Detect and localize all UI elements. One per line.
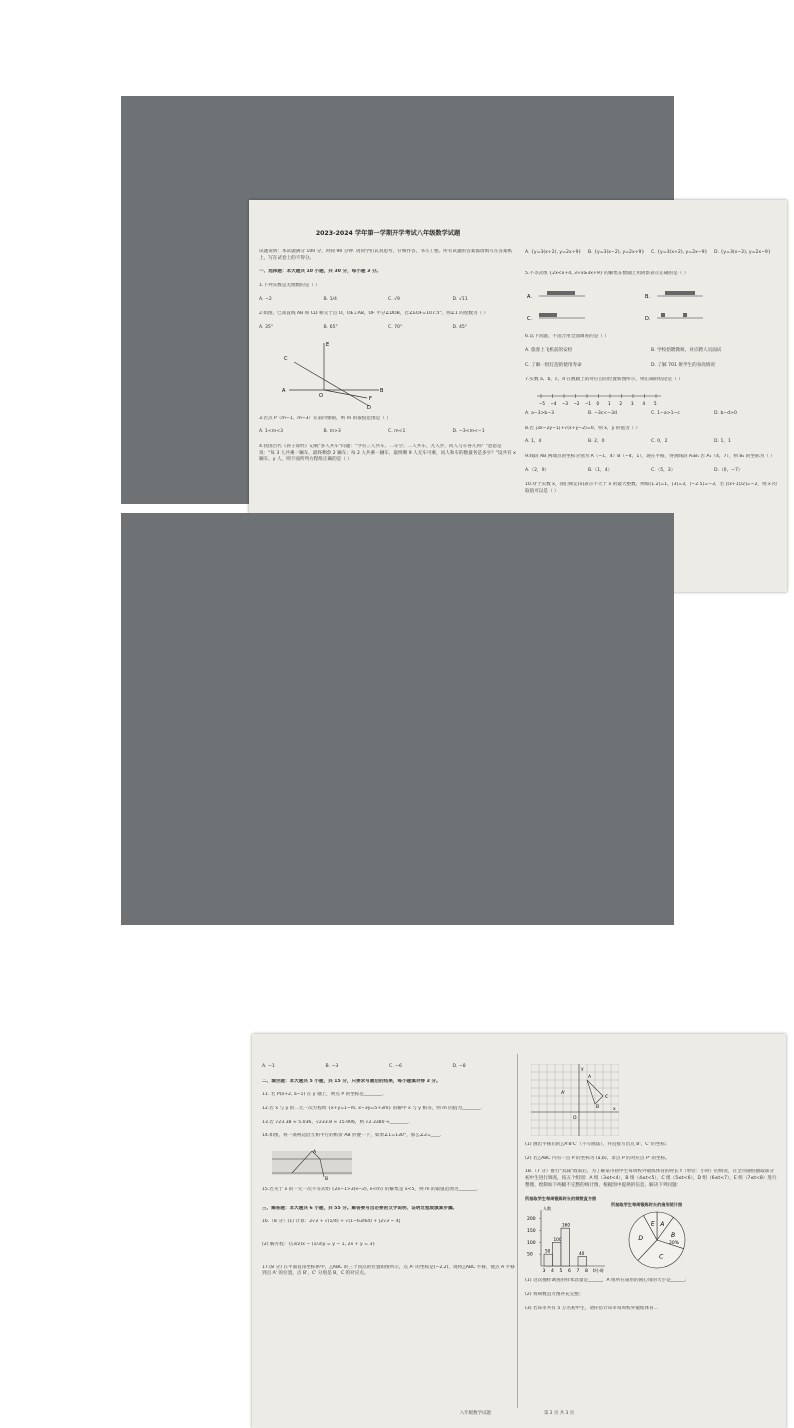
question-2-options (259, 325, 517, 332)
bar-y-tick-label: 100 (527, 1241, 536, 1247)
histogram-bar (561, 1228, 570, 1266)
q2-option-b: B. 65° (323, 324, 338, 330)
label-b: B (380, 387, 384, 394)
q7-option-a: A. a−3>b−3 (525, 410, 555, 416)
q8-option-d: D. 1，1 (714, 439, 731, 445)
pie-chart (625, 1208, 695, 1278)
question-17: 17.(8 分) 在平面直角坐标系中，△ABC 的三个顶点的位置如图所示，点 A' 的坐标是(−2,2)，现将△ABC 平移，使点 A 平移到点 A' 的位置，点 B'，C' 分别是 B，C 的对应点。 (262, 1264, 515, 1277)
q7-tick-label: −4 (550, 400, 557, 406)
bar-x-axis-label: t/小时 (593, 1268, 604, 1274)
q7-tick-label: 3 (631, 400, 634, 406)
q14-folded-tape-figure (272, 1147, 352, 1181)
q3-option-c: C. m<1 (388, 429, 406, 435)
q9-option-a: A.（2，9） (525, 467, 550, 473)
question-3: 3.若点 P（m−1，m−3）在第四象限，则 m 的取值范围是（ ） (259, 415, 391, 421)
question-14: 14.如图，将一条两边沿互相平行的纸带 AB 折叠一下，如果∠1=130°，那么∠2=____. (262, 1133, 442, 1139)
question-1: 1.下列实数是无理数的是（ ） (259, 282, 320, 288)
pie-chart-title: 所抽取学生每周锻炼时长的扇形统计图 (611, 1202, 683, 1208)
label-d: D (367, 404, 371, 410)
q7-tick-label: 5 (654, 400, 657, 406)
section-3-heading: 三、解答题：本大题共 6 小题，共 55 分。解答要写出必要的文字说明、证明过程或演算步骤。 (262, 1205, 458, 1211)
section-2-heading: 二、填空题：本大题共 5 小题，共 15 分，只要求写最后的结果，每小题填对得 3 分。 (262, 1078, 441, 1084)
pie-slice-percent: 20% (668, 1241, 679, 1247)
q2-intersecting-lines-figure (279, 340, 389, 410)
label-c: C (284, 355, 288, 362)
section-1-heading: 一、选择题：本大题共 10 小题，共 30 分，每小题 3 分。 (259, 269, 382, 275)
page2-footer-right: 第 2 页 共 3 页 (544, 1411, 575, 1416)
question-15: 15.若关于 x 的一元一次不等式组 {2x−1>3(x−2), x<m} 的解集是 x<5，则 m 的取值范围为________. (262, 1186, 479, 1192)
histogram-bar-label: 160 (562, 1222, 570, 1228)
q14-label-b: B (325, 1176, 329, 1181)
label-e: E (326, 341, 330, 348)
question-9-options (525, 468, 777, 475)
bar-x-tick-label: 6 (568, 1269, 571, 1275)
q10-option-c: C. −6 (389, 1064, 402, 1069)
q8-option-c: C. 0，2 (651, 439, 668, 445)
q4-option-c: C. {y=3(x+2), y=2x−9} (651, 250, 708, 255)
q7-tick-label: −3 (562, 400, 568, 406)
pie-slice-label: B (670, 1232, 676, 1240)
q8-option-b: B. 2，0 (588, 439, 605, 445)
q9-option-b: B.（1，4） (588, 467, 613, 473)
q10-option-d: D. −8 (452, 1064, 466, 1069)
bar-y-tick-label: 200 (527, 1217, 536, 1223)
q18-charts (525, 1196, 777, 1278)
q17-coordinate-grid (531, 1064, 619, 1136)
bar-x-tick-label: 4 (551, 1269, 554, 1275)
q1-option-c: C. √9 (388, 296, 400, 302)
q6-option-c: C. 了解一批灯泡的使用寿命 (525, 362, 582, 368)
grid-label-y: y (581, 1067, 584, 1072)
question-2: 2.如图，已知直线 AB 和 CD 相交于点 O，OE⊥AB，OF 平分∠DOB，若∠EOF=107.5°，则∠1 的度数为（ ） (259, 311, 489, 317)
question-16-part-1: 16.（8 分）(1) 计算：2√3 + √(1/4) + √(1−63/64) + |2√3 − 4| (262, 1219, 401, 1225)
column-divider (517, 1054, 518, 1408)
svg-text:D.: D. (645, 316, 651, 323)
exam-notice: 试题说明：本试题满分 100 分，时间 90 分钟. 请同学们认真思考，仔细作答，书写工整。所有试题的答案都请填写在答案纸上，写在试卷上的不得分。 (259, 248, 513, 261)
svg-text:A.: A. (527, 294, 532, 301)
page2-right-column (525, 1064, 777, 1319)
q10-option-a: A. −1 (262, 1064, 275, 1069)
q9-option-d: D.（0，−7） (714, 467, 743, 473)
grid-label-c: C (605, 1095, 609, 1100)
q14-label-a: A (313, 1149, 317, 1155)
question-16-part-2: (2) 解方程：{(3/2)x − (1/3)y = y − 1, 2x + y = 3} (262, 1241, 376, 1247)
photo-page-2 (121, 513, 777, 1416)
q3-option-a: A. 1<m<3 (259, 429, 284, 435)
page1-left-column (259, 210, 517, 471)
q5-number-line-options (525, 284, 765, 328)
grid-lines (531, 1064, 619, 1136)
q7-option-b: B. −3c<−3d (588, 410, 617, 416)
question-6: 6.以下问题，不适合用全面调查的是（ ） (525, 334, 609, 340)
question-6-options-row1 (525, 348, 777, 355)
q4-option-a: A. {y=3(x+2), y=2x+9} (525, 250, 582, 255)
q5-option-c-line (527, 313, 585, 322)
q7-tick-label: 0 (596, 400, 600, 406)
q1-option-a: A. −2 (259, 296, 272, 302)
exam-title: 2023-2024 学年第一学期开学考试八年级数学试题 (315, 230, 461, 237)
q7-number-line (535, 391, 665, 407)
pie-slice-label: A (660, 1221, 665, 1229)
histogram-bar-label: 40 (579, 1251, 585, 1257)
question-5: 5.不等式组 {2x<x+4, 3+x≥3x+9} 的解集在数轴上用阴影表示正确的是（ ） (525, 270, 689, 276)
q2-option-a: A. 35° (259, 324, 274, 330)
question-9: 9.线段 AB 两端点的坐标分别为 A（−1，4）B（−4，1），现在平移，得到线段 A₁B₁ 若 A₁（4，7），则 B₁ 的坐标为（ ） (525, 453, 775, 459)
question-18-part-3: (3) 若该市共有 5 万名初中生，请你估计该市每周校外锻炼体育… (525, 1305, 659, 1311)
q2-option-c: C. 70° (388, 324, 403, 330)
bar-x-tick-label: 7 (576, 1269, 580, 1275)
q7-option-d: D. b−d>0 (714, 410, 737, 416)
q4-option-d: D. {y=3(x−2), y=2x−9} (714, 250, 771, 255)
q9-option-c: C.（5，3） (651, 467, 676, 473)
q7-tick-label: −2 (573, 400, 580, 406)
q6-option-d: D. 了解 701 班学生的身高情况 (651, 362, 716, 368)
q1-option-b: B. 1/4 (323, 296, 337, 302)
question-13: 13.若 √23.38 ≈ 5.036，√233.8 ≈ 15.906，则 √2.3380 ≈________. (262, 1119, 410, 1125)
page2-left-column (262, 1064, 516, 1285)
q1-option-d: D. √11 (452, 296, 468, 302)
question-18: 18.（7 分）推行"双减"政策后，为了解某市初中生每周校外锻炼体育的时长 t（单位：小时）的情况，在全市随机抽取部分初中生进行调查，按五个组别：A 组（3≤t<4），B 组（4≤t<5），C 组（5≤t<6），D 组（6≤t<7），E 组（7≤t<8）进行整理，绘制如下两幅不完整的统计图，根据图中提供的信息，解决下列问题： (525, 1169, 777, 1188)
histogram-bar (544, 1254, 553, 1266)
q6-option-a: A. 旅客上飞机前的安检 (525, 347, 573, 353)
question-8-options (525, 439, 777, 446)
q7-tick-label: −5 (539, 400, 545, 406)
label-a: A (282, 387, 286, 394)
bar-x-tick-label: 8 (585, 1269, 588, 1275)
bar-y-tick-label: 150 (527, 1229, 536, 1235)
svg-text:B.: B. (645, 294, 651, 301)
q7-tick-label: −1 (585, 400, 591, 406)
q6-option-b: B. 学校招聘教师，对应聘人员面试 (651, 347, 722, 353)
histogram-bar (578, 1257, 587, 1266)
line-cd (294, 362, 369, 406)
q7-tick-label: 1 (608, 400, 611, 406)
exam-sheet-2 (252, 1034, 786, 1428)
question-18-part-1: (1) 这次抽样调查的样本容量是______，A 组所在扇形的圆心角的大小是______； (525, 1278, 690, 1284)
pie-slice-label: D (638, 1235, 643, 1243)
page1-right-column (525, 210, 777, 503)
question-10-options (262, 1064, 516, 1071)
question-18-part-2: (2) 将频数直方图补充完整； (525, 1291, 584, 1297)
grid-label-x: x (613, 1107, 616, 1112)
question-17-part-2: (2) 若△ABC 内有一点 P 的坐标为 (a,b)，求点 P 的对应点 P' 的坐标。 (525, 1155, 670, 1161)
histogram-bar-label: 100 (553, 1237, 562, 1243)
q8-option-a: A. 1，4 (525, 439, 542, 445)
question-3-options (259, 429, 517, 436)
label-o: O (319, 392, 323, 399)
page2-footer-left: 八年级数学试题 (460, 1411, 491, 1416)
question-4: 4.我国古代《孙子算经》记载"多人共车"问题："今有三人共车，二车空；二人共车，九人步，问人与车各几何？"意思是说："每 3 人共乘一辆车，最终剩余 2 辆车；每 2 人共乘一辆车，最终剩 9 人无车可乘，问人和车的数量各是多少？"设共有 x 辆车，y 人，则下面所列方程组正确的是（ ） (259, 443, 516, 463)
bar-y-tick-label: 50 (527, 1252, 533, 1258)
q3-option-d: D. −3<m<−1 (452, 429, 485, 435)
question-11: 11. 若 P(a+2, a−1) 在 y 轴上，则点 P 的坐标是________. (262, 1092, 384, 1098)
q7-option-c: C. 1−a>1−c (651, 410, 680, 416)
q4-option-b: B. {y=3(x−2), y=2x+9} (588, 250, 645, 255)
bar-x-tick-label: 3 (542, 1269, 546, 1275)
bar-x-tick-label: 5 (559, 1269, 563, 1275)
grid-label-o: O (573, 1116, 577, 1121)
question-8: 8.若 |3x−2y−1|+√(x+y−2)=0，则 x，y 的值为（ ） (525, 425, 641, 431)
question-17-part-1: (1) 画出平移后的△A'B'C'（不写画法），并直接写出点 B'，C' 的坐标； (525, 1142, 670, 1147)
q5-option-b-line (645, 291, 703, 300)
histogram-chart (525, 1206, 611, 1276)
ray-of (324, 390, 367, 398)
q5-option-a-line (527, 291, 585, 300)
photo-page-1 (121, 96, 777, 504)
svg-text:C.: C. (527, 316, 533, 323)
question-6-options-row2 (525, 363, 777, 370)
question-4-options (525, 250, 777, 257)
bar-chart-title: 所抽取学生每周锻炼时长的频数直方图 (525, 1196, 597, 1202)
q5-option-d-line (645, 313, 703, 322)
histogram-bar-label: 50 (545, 1248, 551, 1254)
question-7-options (525, 411, 777, 418)
q2-option-d: D. 45° (452, 324, 468, 330)
grid-label-a-prime: A' (561, 1091, 566, 1096)
histogram-bar (553, 1243, 562, 1267)
q3-option-b: B. m>3 (323, 429, 341, 435)
question-12: 12.若 x 与 y 的二元一次方程组 {x+y=1−m, x−3y=5+3m} 的解中 x 与 y 相等，则 m 的值为________. (262, 1105, 482, 1111)
grid-label-b: B (596, 1105, 600, 1110)
pie-slice-label: C (659, 1253, 664, 1261)
q7-tick-label: 2 (619, 400, 623, 406)
question-10: 10.对于实数 x，我们规定[x]表示不大于 x 的最大整数，例如[1.2]=1，[3]=3，[−2.5]=−3，若 [(x+1)/2]=−2，则 x 的取值可以是（ ） (525, 482, 777, 494)
question-1-options (259, 297, 517, 304)
q10-option-b: B. −3 (325, 1064, 339, 1069)
label-f: F (369, 395, 372, 402)
bar-y-axis-label: 人数 (543, 1206, 551, 1212)
q7-tick-label: 4 (642, 400, 646, 406)
grid-label-a: A (588, 1075, 592, 1080)
tape-background (272, 1151, 352, 1175)
pie-slice-label: E (650, 1221, 655, 1229)
question-7: 7.实数 a，b，c，d 在数轴上的对应点的位置如图所示，则正确的结论是（ ） (525, 377, 683, 383)
